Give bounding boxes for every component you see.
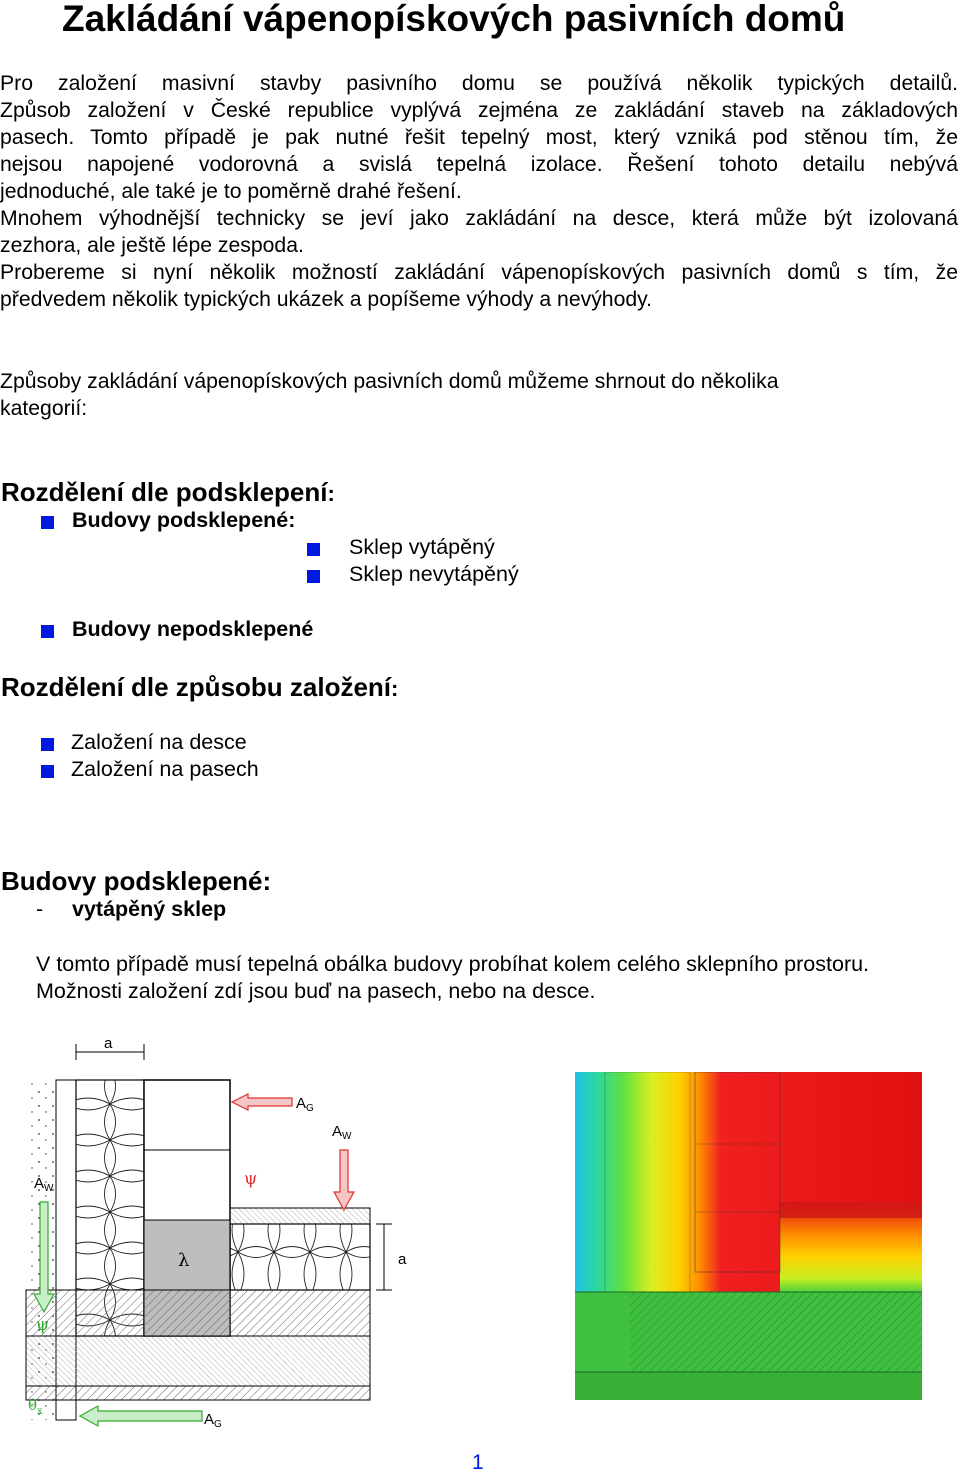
heading-colon: : (391, 676, 399, 701)
foundation-detail-drawing (22, 1032, 442, 1432)
list-item-strip-foundation: Založení na pasech (71, 757, 259, 781)
thermal-simulation-image (575, 1072, 922, 1400)
body-line: Možnosti založení zdí jsou buď na pasech, nebo na desce. (36, 979, 596, 1003)
intro-line: Probereme si nyní několik možností zakládání vápenopískových pasivních domů s tím, že (0, 261, 958, 284)
psi-label: ψ (244, 1169, 258, 1189)
list-item-slab-foundation: Založení na desce (71, 730, 247, 754)
dash-marker: - (36, 897, 44, 921)
sub-heading-heated-basement: vytápěný sklep (72, 897, 227, 921)
intro-line: Způsob založení v České republice vyplývá zejména ze zakládání staveb na základových (0, 99, 958, 122)
intro-line: nejsou napojené vodorovná a svislá tepelná izolace. Řešení tohoto detailu nebývá (0, 153, 958, 176)
intro-line: Pro založení masivní stavby pasivního domu se používá několik typických detailů. (0, 72, 958, 95)
section-heading-basement-buildings: Budovy podsklepené: (1, 866, 272, 896)
section-heading-basement (1, 477, 335, 508)
categories-intro (0, 368, 958, 422)
floor-insulation (230, 1224, 370, 1290)
page-number: 1 (472, 1451, 484, 1474)
intro-line: pasech. Tomto případě je pak nutné řešit tepelný most, který vzniká pod stěnou tím, že (0, 126, 958, 149)
intro-line: zezhora, ale ještě lépe zespoda. (0, 234, 304, 257)
intro-line: jednoduché, ale také je to poměrně drahé řešení. (0, 180, 462, 203)
intro-line: Mnohem výhodnější technicky se jeví jako zakládání na desce, která může být izolovaná (0, 207, 958, 230)
bullet-icon (41, 738, 54, 751)
theta-label: $\theta_x$ (28, 1396, 43, 1417)
area-label: $A_G$ (296, 1095, 314, 1114)
psi-label: ψ (36, 1315, 50, 1335)
bullet-icon (41, 516, 54, 529)
heat-flow-arrow-icon (334, 1150, 354, 1210)
area-label: $A_W$ (34, 1175, 54, 1194)
intro-line: předvedem několik typických ukázek a popíšeme výhody a nevýhody. (0, 288, 653, 311)
body-line: V tomto případě musí tepelná obálka budovy probíhat kolem celého sklepního prostoru. (36, 952, 870, 976)
list-item-basement: Budovy podsklepené: (72, 508, 296, 532)
bullet-icon (41, 625, 54, 638)
foundation-slab (26, 1290, 370, 1336)
section-heading-text: Rozdělení dle způsobu založení (1, 672, 392, 702)
dimension-label: a (104, 1035, 113, 1052)
bullet-icon (307, 543, 320, 556)
categories-line: kategorií: (0, 397, 88, 420)
sub-item-heated-basement: Sklep vytápěný (349, 535, 495, 559)
area-label: $A_W$ (332, 1123, 352, 1142)
bullet-icon (41, 765, 54, 778)
floor-screed (230, 1208, 370, 1224)
section-heading-foundation (1, 672, 398, 703)
heading-colon: : (327, 481, 335, 506)
area-label: $A_G$ (204, 1411, 222, 1430)
intro-paragraph (0, 70, 958, 313)
heat-flow-arrow-icon (80, 1406, 202, 1426)
list-item-no-basement: Budovy nepodsklepené (72, 617, 314, 641)
categories-line: Způsoby zakládání vápenopískových pasivních domů můžeme shrnout do několika (0, 370, 779, 393)
section-heading-text: Rozdělení dle podsklepení (1, 477, 328, 507)
heat-flow-arrow-icon (232, 1094, 292, 1110)
page-title: Zakládání vápenopískových pasivních domů (62, 0, 846, 39)
bullet-icon (307, 570, 320, 583)
lambda-label: λ (178, 1250, 190, 1271)
dimension-label: a (398, 1251, 407, 1268)
sub-item-unheated-basement: Sklep nevytápěný (349, 562, 519, 586)
